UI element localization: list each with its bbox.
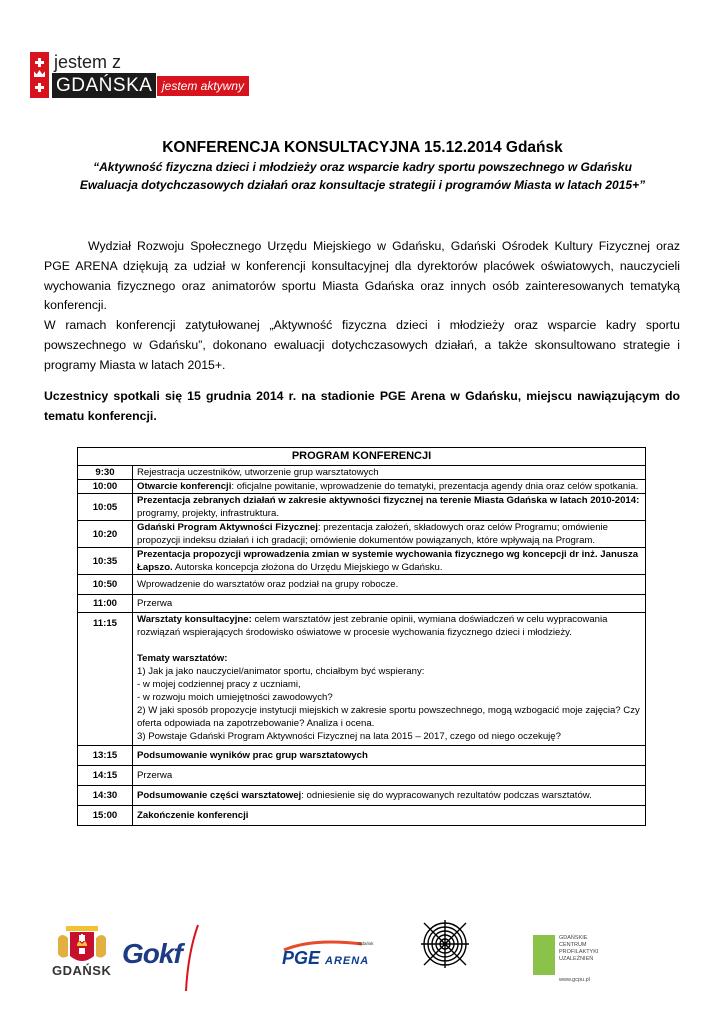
table-row bbox=[78, 746, 646, 766]
row-desc: Wprowadzenie do warsztatów oraz podział na grupy robocze. bbox=[137, 579, 399, 590]
table-row bbox=[78, 521, 646, 548]
row-time: 14:15 bbox=[78, 766, 133, 786]
table-row bbox=[78, 548, 646, 575]
pge-small-text: Gdańsk bbox=[358, 941, 374, 946]
table-row bbox=[78, 766, 646, 786]
gcpu-logo bbox=[533, 935, 605, 983]
program-header-row bbox=[78, 448, 646, 466]
topic-item: 3) Powstaje Gdański Program Aktywności Fizycznej na lata 2015 – 2017, czego od niego oczekuję? bbox=[137, 731, 561, 742]
pge-word: PGE bbox=[282, 948, 321, 968]
row-lead: Warsztaty konsultacyjne: bbox=[137, 614, 252, 625]
topic-item: 2) W jaki sposób propozycje instytucji miejskich w zakresie sportu powszechnego, mogą wzbogacić moje zajęcia? Czy oferta odpowiada na zapotrzebowanie? Analiza i ocena. bbox=[137, 705, 640, 729]
row-lead: Prezentacja zebranych działań w zakresie aktywności fizycznej na terenie Miasta Gdańska w latach 2010-2014: bbox=[137, 495, 640, 506]
row-text bbox=[133, 548, 646, 575]
subtitle-line1: “Aktywność fizyczna dzieci i młodzieży oraz wsparcie kadry sportu powszechnego w Gdańsku bbox=[93, 160, 632, 174]
row-time: 10:50 bbox=[78, 575, 133, 595]
row-lead: Podsumowanie wyników prac grup warsztatowych bbox=[137, 750, 368, 761]
row-desc: : prezentacja założeń, składowych oraz celów Programu; omówienie propozycji indeksu działań i ich gradacji; omówienie dokumentów powiązanych, które wpływają na Program. bbox=[137, 522, 609, 546]
arena-word: ARENA bbox=[325, 955, 370, 967]
row-time: 9:30 bbox=[78, 466, 133, 480]
row-time: 11:00 bbox=[78, 595, 133, 613]
row-text bbox=[133, 595, 646, 613]
row-text bbox=[133, 494, 646, 521]
topics-label: Tematy warsztatów: bbox=[137, 653, 228, 664]
paragraph-scope: W ramach konferencji zatytułowanej „Aktywność fizyczna dzieci i młodzieży oraz wsparcie kadry sportu powszechnego w Gdańsku”, dokonano ewaluacji dotychczasowych działań, a także skonsultowano strategie i programy Miasta w latach 2015+. bbox=[44, 318, 680, 372]
row-desc: programy, projekty, infrastruktura. bbox=[137, 508, 279, 519]
page-title: KONFERENCJA KONSULTACYJNA 15.12.2014 Gdańsk bbox=[162, 139, 563, 156]
row-time: 10:35 bbox=[78, 548, 133, 575]
gcpu-figure-icon bbox=[533, 935, 555, 975]
program-header: PROGRAM KONFERENCJI bbox=[78, 448, 646, 466]
row-text bbox=[133, 480, 646, 494]
row-time: 13:15 bbox=[78, 746, 133, 766]
subtitle-line2: Ewaluacja dotychczasowych działań oraz konsultacje strategii i programów Miasta w latach 2015+” bbox=[79, 178, 646, 192]
row-text bbox=[133, 746, 646, 766]
row-desc: Autorska koncepcja złożona do Urzędu Miejskiego w Gdańsku. bbox=[172, 562, 443, 573]
gokf-logo: Gokf bbox=[122, 938, 182, 969]
row-text bbox=[133, 613, 646, 746]
row-desc: Przerwa bbox=[137, 598, 173, 609]
table-row bbox=[78, 595, 646, 613]
table-row bbox=[78, 806, 646, 826]
table-row bbox=[78, 480, 646, 494]
gcpu-text: GDAŃSKIE CENTRUM PROFILAKTYKI UZALEŻNIEŃ www.gcpu.pl bbox=[559, 935, 599, 983]
row-desc: celem warsztatów jest zebranie opinii, wymiana doświadczeń w celu wypracowania rozwiązań wspierających środowisko oświatowe w procesie wychowania fizycznego dzieci i młodzieży. bbox=[137, 614, 608, 638]
row-text bbox=[133, 806, 646, 826]
topic-subitem: - w rozwoju moich umiejętności zawodowych? bbox=[137, 692, 333, 703]
gdansk-crest-icon bbox=[30, 52, 49, 98]
row-time: 11:15 bbox=[78, 613, 133, 746]
table-row bbox=[78, 494, 646, 521]
table-row bbox=[78, 613, 646, 746]
row-time: 10:05 bbox=[78, 494, 133, 521]
table-row bbox=[78, 786, 646, 806]
topic-item: 1) Jak ja jako nauczyciel/animator sportu, chciałbym być wspierany: bbox=[137, 666, 425, 677]
row-time: 14:30 bbox=[78, 786, 133, 806]
row-desc: : oficjalne powitanie, wprowadzenie do tematyki, prezentacja agendy dnia oraz celów spotkania. bbox=[231, 481, 639, 492]
gokf-swoosh-icon bbox=[182, 923, 202, 993]
table-row bbox=[78, 575, 646, 595]
row-text bbox=[133, 466, 646, 480]
row-time: 10:20 bbox=[78, 521, 133, 548]
paragraph-thanks: Wydział Rozwoju Społecznego Urzędu Miejskiego w Gdańsku, Gdański Ośrodek Kultury Fizycznej oraz PGE ARENA dziękują za udział w konferencji konsultacyjnej dla dyrektorów placówek oświatowych, nauczycieli wychowania fizycznego oraz animatorów sportu Miasta Gdańska oraz innych osób zainteresowanych tematyką konferencji. bbox=[44, 239, 680, 313]
row-lead: Zakończenie konferencji bbox=[137, 810, 249, 821]
pattern-logo-icon bbox=[421, 920, 469, 968]
row-desc: Rejestracja uczestników, utworzenie grup warsztatowych bbox=[137, 467, 379, 478]
row-text bbox=[133, 786, 646, 806]
intro-paragraphs bbox=[44, 237, 680, 376]
row-desc: : odniesienie się do wypracowanych rezultatów podczas warsztatów. bbox=[301, 790, 592, 801]
gdansk-logo-text: GDAŃSK bbox=[52, 963, 112, 978]
program-table bbox=[77, 447, 646, 826]
row-text bbox=[133, 766, 646, 786]
table-row bbox=[78, 466, 646, 480]
row-lead: Gdański Program Aktywności Fizycznej bbox=[137, 522, 318, 533]
paragraph-venue: Uczestnicy spotkali się 15 grudnia 2014 r. na stadionie PGE Arena w Gdańsku, miejscu nawiązującym do tematu konferencji. bbox=[44, 389, 680, 423]
logo-tag: jestem aktywny bbox=[157, 76, 249, 96]
row-desc: Przerwa bbox=[137, 770, 173, 781]
row-time: 15:00 bbox=[78, 806, 133, 826]
logo-line2: GDAŃSKA bbox=[52, 73, 156, 98]
row-lead: Prezentacja propozycji wprowadzenia zmian w systemie wychowania fizycznego wg koncepcji dr inż. Janusza Łapszo. bbox=[137, 549, 639, 573]
row-text bbox=[133, 575, 646, 595]
pge-arena-logo bbox=[282, 948, 369, 969]
row-time: 10:00 bbox=[78, 480, 133, 494]
topic-subitem: - w mojej codziennej pracy z uczniami, bbox=[137, 679, 301, 690]
row-lead: Podsumowanie części warsztatowej bbox=[137, 790, 302, 801]
row-text bbox=[133, 521, 646, 548]
jestem-z-gdanska-logo bbox=[30, 52, 250, 98]
row-lead: Otwarcie konferencji bbox=[137, 481, 232, 492]
logo-line1: jestem z bbox=[54, 52, 122, 72]
